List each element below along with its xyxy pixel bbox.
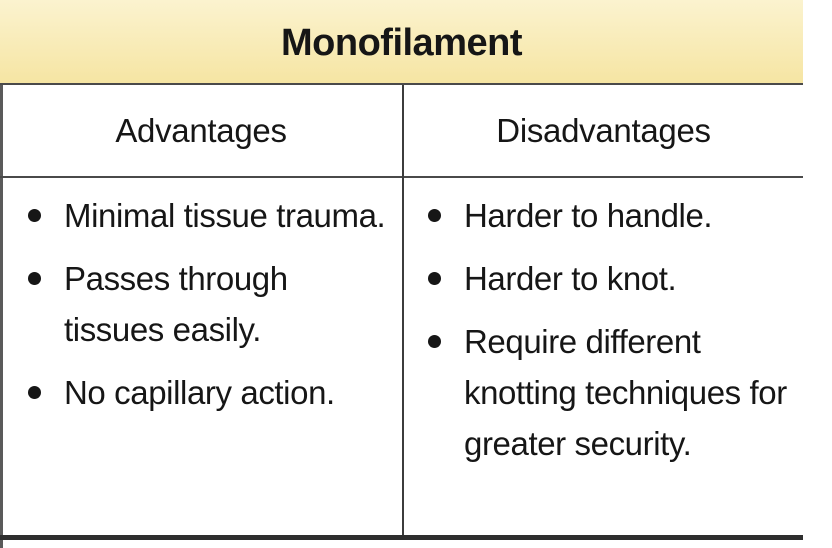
list-item — [24, 253, 396, 355]
table-title: Monofilament — [281, 22, 522, 64]
list-item — [24, 190, 396, 241]
page-margin — [803, 0, 832, 548]
disadvantages-list — [424, 190, 796, 469]
column-divider — [402, 85, 404, 535]
disadvantage-text: Require different knotting techniques for greater security. — [464, 323, 787, 462]
advantage-text: Minimal tissue trauma. — [64, 197, 386, 234]
list-item — [424, 253, 796, 304]
bullet-icon — [28, 272, 41, 285]
table-title-bar — [0, 0, 803, 85]
bullet-icon — [428, 335, 441, 348]
disadvantages-column — [424, 190, 796, 481]
disadvantage-text: Harder to knot. — [464, 260, 677, 297]
list-item — [424, 190, 796, 241]
bullet-icon — [428, 209, 441, 222]
advantages-list — [24, 190, 396, 418]
list-item — [424, 316, 796, 469]
advantage-text: No capillary action. — [64, 374, 335, 411]
list-item — [24, 367, 396, 418]
table-bottom-border — [0, 535, 805, 540]
bullet-icon — [428, 272, 441, 285]
bullet-icon — [28, 386, 41, 399]
advantages-column — [24, 190, 396, 430]
bullet-icon — [28, 209, 41, 222]
advantage-text: Passes through tissues easily. — [64, 260, 288, 348]
disadvantages-header: Disadvantages — [496, 111, 711, 149]
disadvantage-text: Harder to handle. — [464, 197, 713, 234]
advantages-header: Advantages — [115, 111, 287, 149]
